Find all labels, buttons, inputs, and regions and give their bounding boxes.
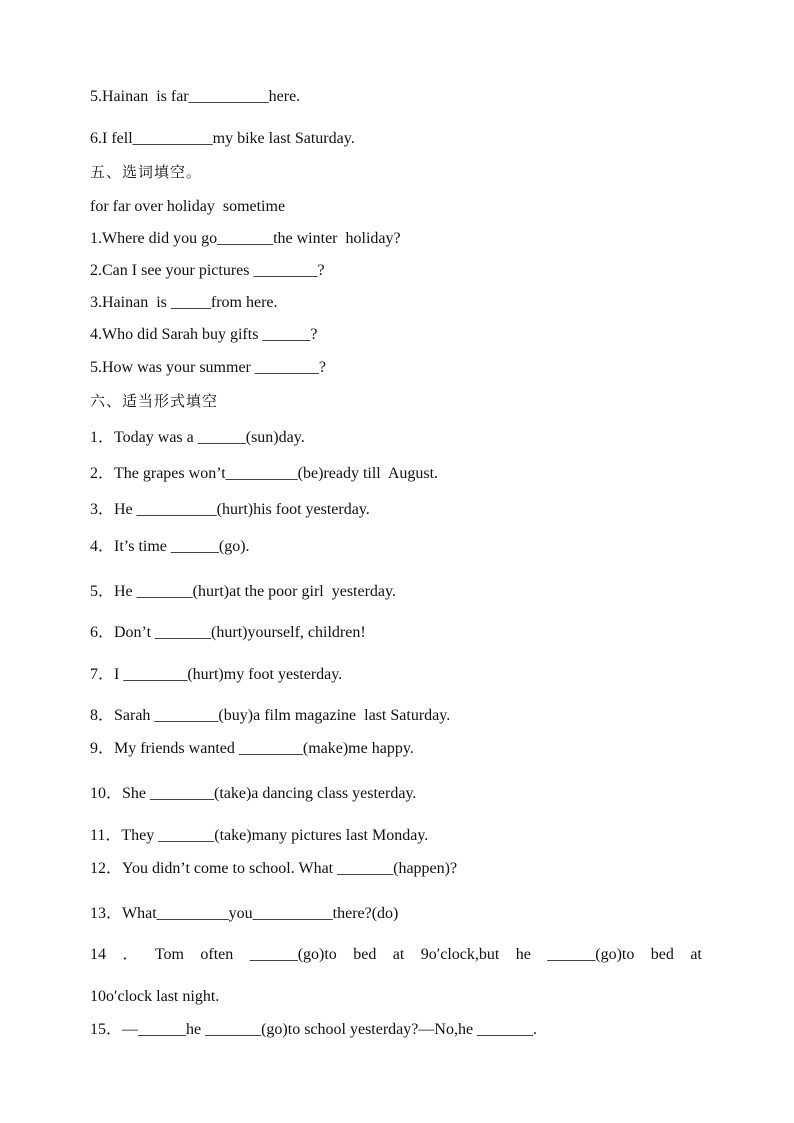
exercise-line: 10．She ________(take)a dancing class yesterday.: [90, 785, 417, 802]
word: at: [392, 946, 405, 963]
exercise-line: 4．It’s time ______(go).: [90, 538, 250, 555]
word: ______(go)to: [547, 946, 635, 963]
exercise-line: 12．You didn’t come to school. What _______(happen)?: [90, 860, 458, 877]
exercise-line-justified: [90, 945, 702, 965]
word: 14: [90, 946, 106, 963]
exercise-line: 15．—______he _______(go)to school yesterday?—No,he _______.: [90, 1021, 538, 1038]
exercise-line: 8．Sarah ________(buy)a film magazine last Saturday.: [90, 707, 451, 724]
exercise-line: 5．He _______(hurt)at the poor girl yesterday.: [90, 583, 396, 600]
exercise-line: 1.Where did you go_______the winter holiday?: [90, 230, 401, 247]
exercise-line: 7．I ________(hurt)my foot yesterday.: [90, 666, 343, 683]
section-heading: 五、选词填空。: [90, 163, 203, 181]
exercise-line: 3．He __________(hurt)his foot yesterday.: [90, 501, 370, 518]
exercise-line: 3.Hainan is _____from here.: [90, 294, 278, 311]
exercise-line: 9．My friends wanted ________(make)me happy.: [90, 740, 414, 757]
word: at: [690, 946, 702, 963]
exercise-line: 5.How was your summer ________?: [90, 359, 326, 376]
word: bed: [353, 946, 377, 963]
word-bank: for far over holiday sometime: [90, 198, 286, 215]
exercise-line-continued: 10o′clock last night.: [90, 988, 220, 1005]
exercise-line: 1．Today was a ______(sun)day.: [90, 429, 305, 446]
exercise-line: 4.Who did Sarah buy gifts ______?: [90, 326, 318, 343]
word: Tom: [154, 946, 184, 963]
word: ______(go)to: [249, 946, 337, 963]
exercise-line: 11．They _______(take)many pictures last Monday.: [90, 827, 429, 844]
word: 9o′clock,but: [420, 946, 500, 963]
word: bed: [650, 946, 674, 963]
exercise-line: 2．The grapes won’t_________(be)ready till August.: [90, 465, 439, 482]
exercise-line: 6.I fell__________my bike last Saturday.: [90, 130, 355, 147]
word: often: [200, 946, 234, 963]
exercise-line: 13．What_________you__________there?(do): [90, 905, 399, 922]
section-heading: 六、适当形式填空: [90, 392, 219, 410]
word: ．: [122, 946, 139, 963]
exercise-line: 6．Don’t _______(hurt)yourself, children!: [90, 624, 366, 641]
exercise-line: 5.Hainan is far__________here.: [90, 88, 301, 105]
exercise-line: 2.Can I see your pictures ________?: [90, 262, 325, 279]
word: he: [515, 946, 531, 963]
